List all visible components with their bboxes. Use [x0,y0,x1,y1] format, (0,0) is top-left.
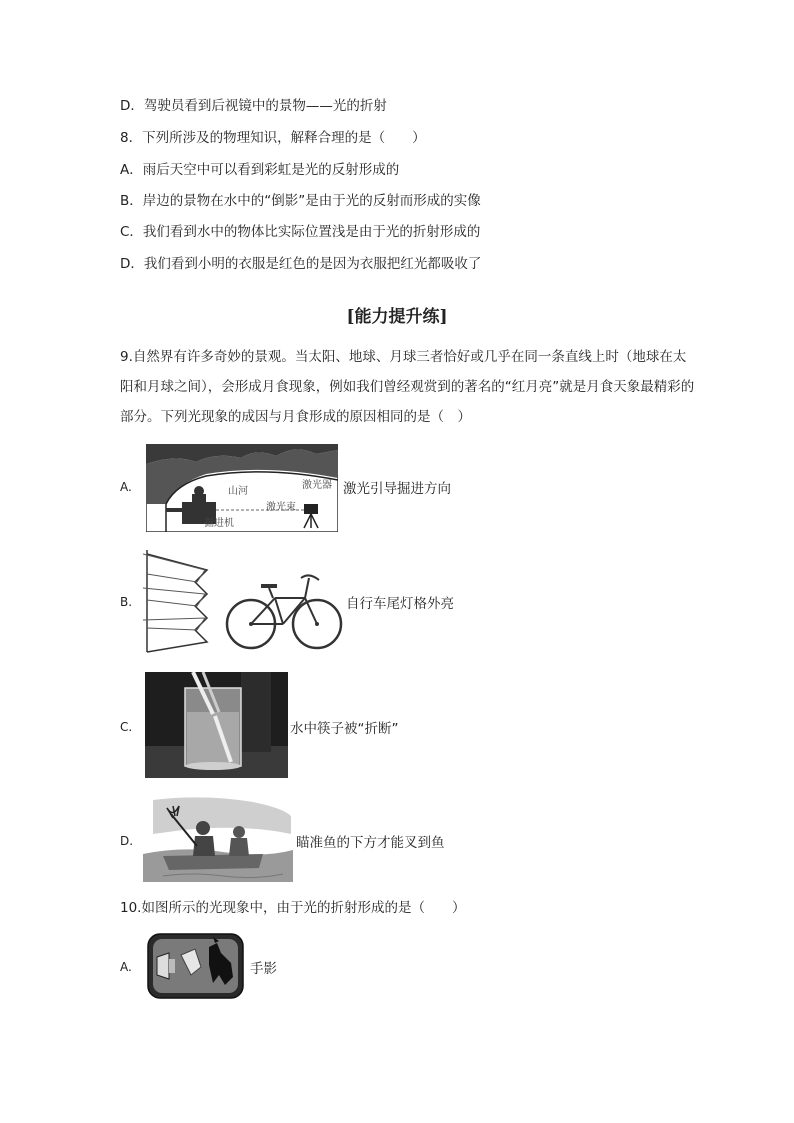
q9-option-a-caption: 激光引导掘进方向 [343,481,451,497]
q9-option-c-caption: 水中筷子被“折断” [290,721,399,737]
q9-stem: 9.自然界有许多奇妙的景观。当太阳、地球、月球三者恰好或几乎在同一条直线上时（地球在太阳和月球之间），会形成月食现象，例如我们曾经观赏到的著名的“红月亮”就是月食天象最精彩的部分。下列光现象的成因与月食形成的原因相同的是（ ） [120,349,695,425]
q10-option-a-label: A. [120,960,132,974]
fig-label-machine: 掘进机 [204,518,234,529]
fishing-spear-figure [143,794,293,882]
q9-option-d-caption: 瞄准鱼的下方才能叉到鱼 [296,835,445,851]
q8-option-a: A．雨后天空中可以看到彩虹是光的反射形成的 [120,162,400,178]
fig-label-mountain: 山河 [228,486,248,497]
q7-option-d: D．驾驶员看到后视镜中的景物——光的折射 [120,98,387,114]
reflector-bicycle-figure [143,548,345,656]
hand-shadow-figure [147,933,244,999]
fig-label-laser-device: 激光器 [302,480,332,491]
fig-label-beam: 激光束 [266,502,296,513]
q10-option-a-caption: 手影 [250,961,277,977]
q8-stem: 8．下列所涉及的物理知识，解释合理的是（ ） [120,130,426,146]
q9-option-d-label: D. [120,834,134,848]
section-title: [能力提升练] [346,307,448,327]
q9-option-a-label: A. [120,480,132,494]
q9-option-b-label: B. [120,595,133,609]
q9-option-b-caption: 自行车尾灯格外亮 [346,596,454,612]
q8-option-b: B．岸边的景物在水中的“倒影”是由于光的反射而形成的实像 [120,193,481,209]
tunnel-laser-figure [146,444,338,532]
q10-stem: 10.如图所示的光现象中，由于光的折射形成的是（ ） [120,900,466,916]
q9-option-c-label: C. [120,720,133,734]
q8-option-d: D．我们看到小明的衣服是红色的是因为衣服把红光都吸收了 [120,256,482,272]
q8-option-c: C．我们看到水中的物体比实际位置浅是由于光的折射形成的 [120,224,481,240]
chopsticks-water-figure [145,672,288,778]
